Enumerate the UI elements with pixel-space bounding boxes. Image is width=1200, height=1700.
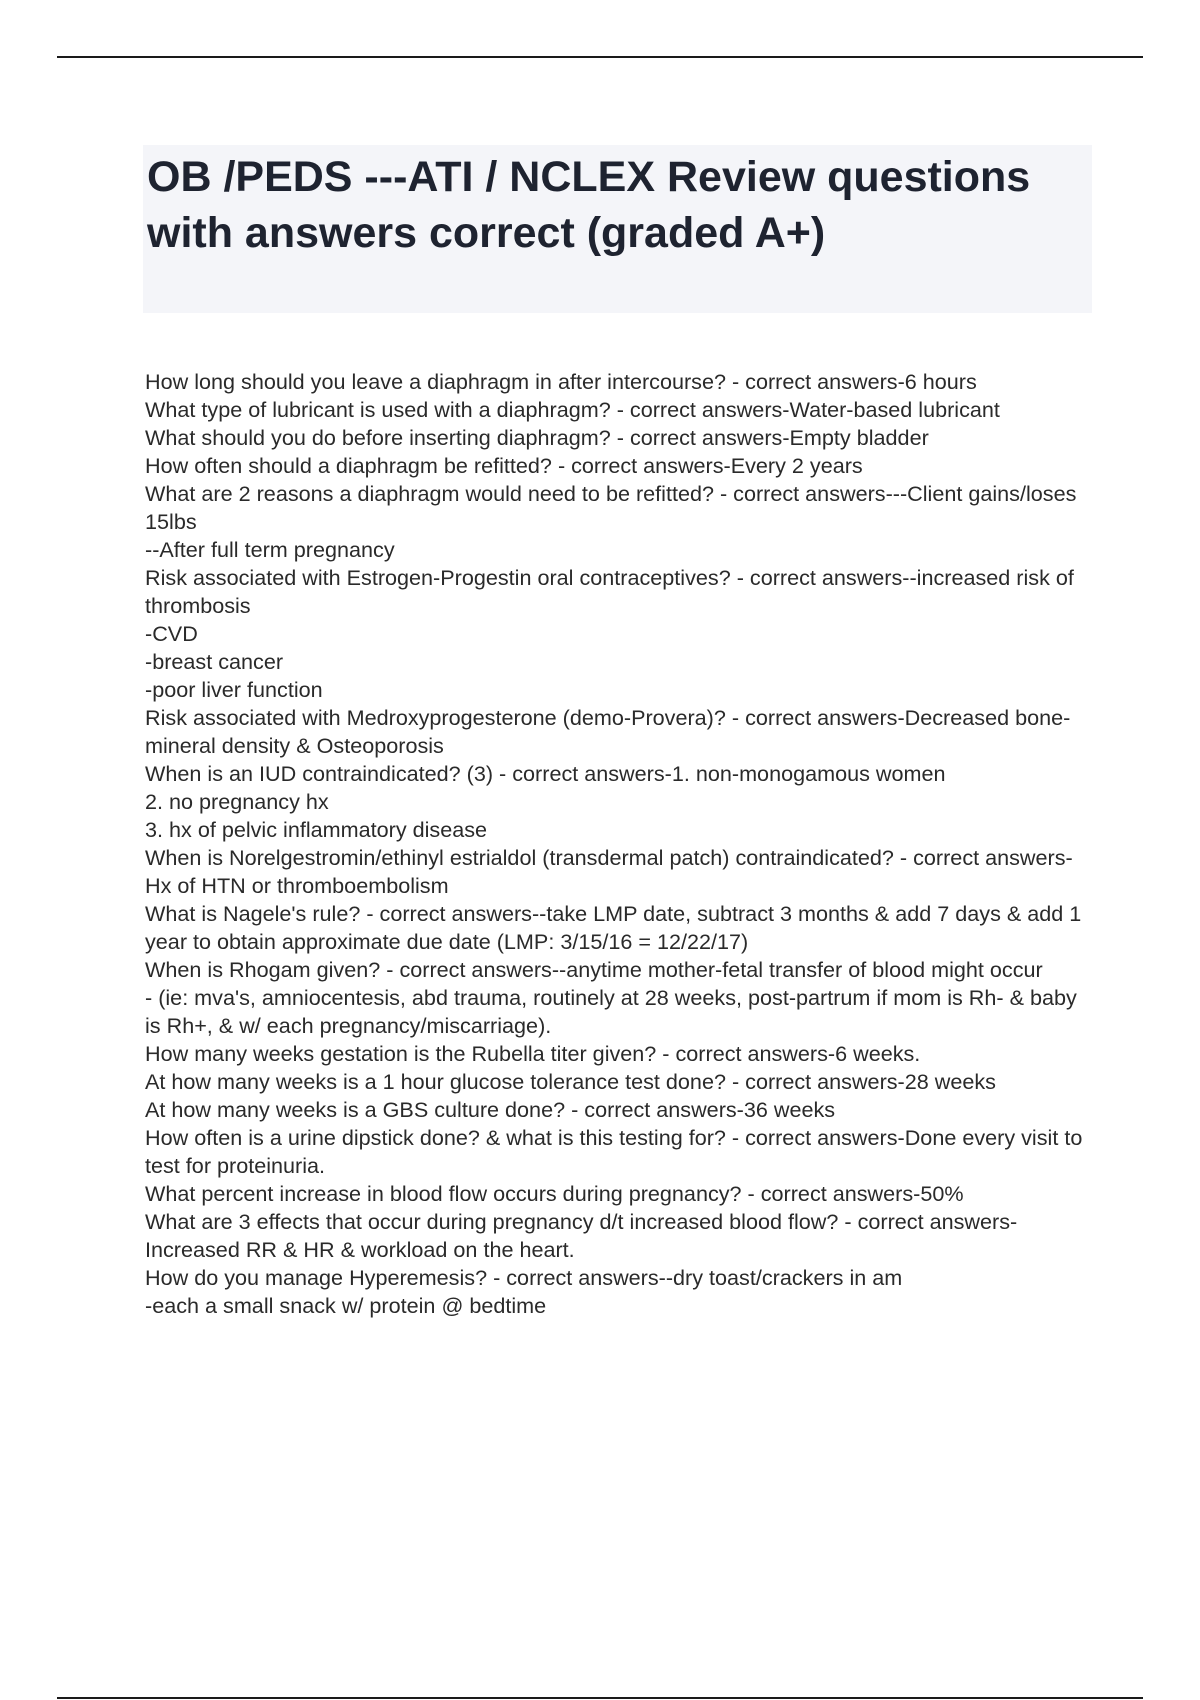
qa-line: -CVD [145,621,198,646]
qa-line: How many weeks gestation is the Rubella titer given? - correct answers-6 weeks. [145,1041,921,1066]
qa-line: At how many weeks is a 1 hour glucose tolerance test done? - correct answers-28 weeks [145,1069,996,1094]
qa-line: - (ie: mva's, amniocentesis, abd trauma, routinely at 28 weeks, post-partrum if mom is Rh- & baby is Rh+, & w/ each pregnancy/miscarriage). [145,985,1077,1038]
qa-line: When is an IUD contraindicated? (3) - correct answers-1. non-monogamous women [145,761,946,786]
bottom-rule [57,1697,1143,1699]
document-title: OB /PEDS ---ATI / NCLEX Review questions with answers correct (graded A+) [147,153,1031,257]
qa-line: -poor liver function [145,677,323,702]
qa-line: How often is a urine dipstick done? & what is this testing for? - correct answers-Done every visit to test for proteinuria. [145,1125,1083,1178]
top-rule [57,56,1143,58]
qa-line: Risk associated with Medroxyprogesterone (demo-Provera)? - correct answers-Decreased bone-mineral density & Osteoporosis [145,705,1071,758]
qa-line: --After full term pregnancy [145,537,395,562]
qa-content [145,368,1095,1320]
qa-line: When is Norelgestromin/ethinyl estrialdol (transdermal patch) contraindicated? - correct answers-Hx of HTN or thromboembolism [145,845,1073,898]
qa-line: How long should you leave a diaphragm in after intercourse? - correct answers-6 hours [145,369,977,394]
qa-line: 3. hx of pelvic inflammatory disease [145,817,488,842]
qa-line: At how many weeks is a GBS culture done? - correct answers-36 weeks [145,1097,836,1122]
qa-line: What are 3 effects that occur during pregnancy d/t increased blood flow? - correct answers-Increased RR & HR & workload on the heart. [145,1209,1018,1262]
qa-line: What are 2 reasons a diaphragm would need to be refitted? - correct answers---Client gains/loses 15lbs [145,481,1077,534]
qa-line: What type of lubricant is used with a diaphragm? - correct answers-Water-based lubricant [145,397,1000,422]
qa-line: Risk associated with Estrogen-Progestin oral contraceptives? - correct answers--increased risk of thrombosis [145,565,1074,618]
qa-line: How often should a diaphragm be refitted? - correct answers-Every 2 years [145,453,863,478]
qa-line: When is Rhogam given? - correct answers--anytime mother-fetal transfer of blood might occur [145,957,1043,982]
qa-line: How do you manage Hyperemesis? - correct answers--dry toast/crackers in am [145,1265,903,1290]
qa-line: What percent increase in blood flow occurs during pregnancy? - correct answers-50% [145,1181,964,1206]
qa-line: -breast cancer [145,649,284,674]
qa-line: What is Nagele's rule? - correct answers--take LMP date, subtract 3 months & add 7 days & add 1 year to obtain approximate due date (LMP: 3/15/16 = 12/22/17) [145,901,1082,954]
qa-line: -each a small snack w/ protein @ bedtime [145,1293,547,1318]
qa-line: 2. no pregnancy hx [145,789,329,814]
qa-line: What should you do before inserting diaphragm? - correct answers-Empty bladder [145,425,929,450]
title-banner [143,145,1092,313]
